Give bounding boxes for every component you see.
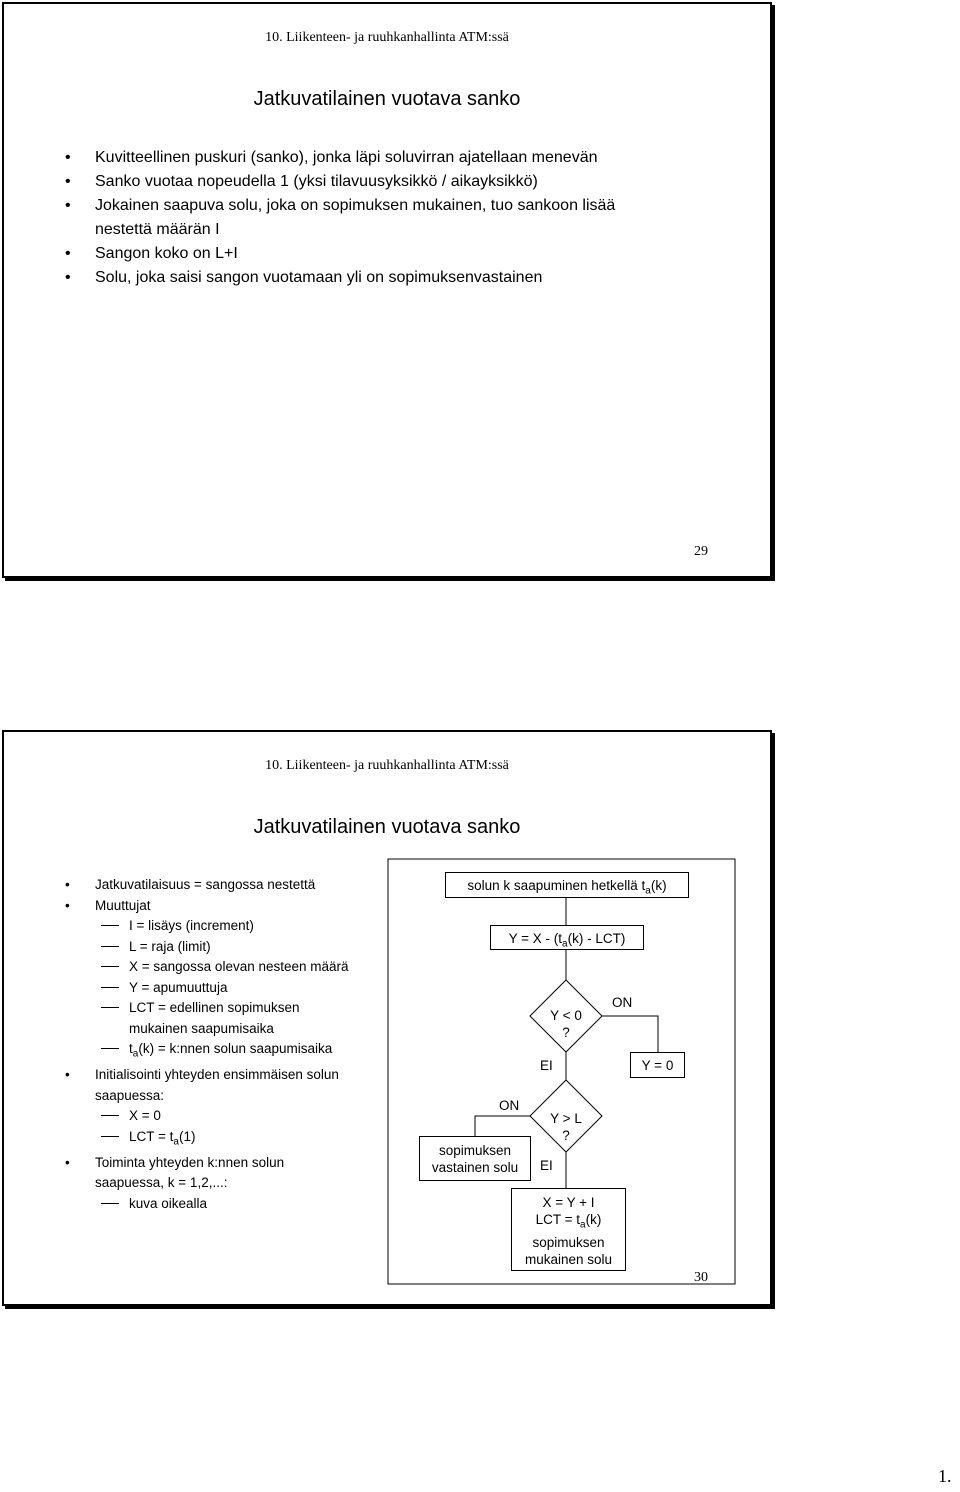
yes-label: ON [499,1098,520,1113]
set-zero-box: Y = 0 [630,1052,685,1078]
list-item: • Sangon koko on L+I [95,242,735,266]
yes-label: ON [612,995,633,1010]
nonconforming-box: sopimuksen vastainen solu [419,1136,531,1181]
list-item: • Initialisointi yhteyden ensimmäisen solun saapuessa: [95,1065,375,1106]
list-item: LCT = edellinen sopimuksen mukainen saapumisaika [129,998,329,1039]
no-label: EI [540,1158,553,1173]
list-item: • Solu, joka saisi sangon vuotamaan yli on sopimuksenvastainen [95,266,735,290]
list-item: LCT = $t_a(1)$ [129,1127,395,1153]
slide-title: Jatkuvatilainen vuotava sanko [253,88,521,110]
list-item: • Toiminta yhteyden k:nnen solun saapuessa, k = 1,2,...: [95,1153,325,1194]
start-box: solun k saapuminen hetkellä $t_a(k)$ [445,872,689,898]
list-item: • Kuvitteellinen puskuri (sanko), jonka läpi soluvirran ajatellaan menevän [95,146,735,170]
list-item: kuva oikealla [129,1194,395,1215]
list-item: $t_a(k)$ = k:nnen solun saapumisaika [129,1039,395,1065]
list-item: I = lisäys (increment) [129,916,395,937]
list-item: • Jokainen saapuva solu, joka on sopimuksen mukainen, tuo sankoon lisää nestettä määrän I [95,194,675,242]
calc-box: $Y = X - (t_a(k) - LCT)$ [490,925,644,950]
update-box: X = Y + I LCT = $t_a(k)$ sopimuksen mukainen solu [511,1188,626,1271]
list-item: • Jatkuvatilaisuus = sangossa nestettä [95,875,395,896]
corner-page-mark: 1. [938,1466,952,1486]
decision-y-gt-l: Y > L ? [550,1111,582,1143]
no-label: EI [540,1058,553,1073]
slide-header: 10. Liikenteen- ja ruuhkanhallinta ATM:ssä [265,30,509,45]
list-item: X = 0 [129,1106,395,1127]
slide-header: 10. Liikenteen- ja ruuhkanhallinta ATM:ssä [265,758,509,773]
slide-title: Jatkuvatilainen vuotava sanko [253,816,521,838]
list-item: L = raja (limit) [129,937,395,958]
list-item: X = sangossa olevan nesteen määrä [129,957,395,978]
page-number: 29 [694,544,708,559]
decision-y-lt-0: Y < 0 ? [550,1008,582,1040]
list-item: Y = apumuuttuja [129,978,395,999]
list-item: • Sanko vuotaa nopeudella 1 (yksi tilavuusyksikkö / aikayksikkö) [95,170,735,194]
page-number: 30 [694,1270,708,1285]
list-item: • Muuttujat [95,896,395,917]
